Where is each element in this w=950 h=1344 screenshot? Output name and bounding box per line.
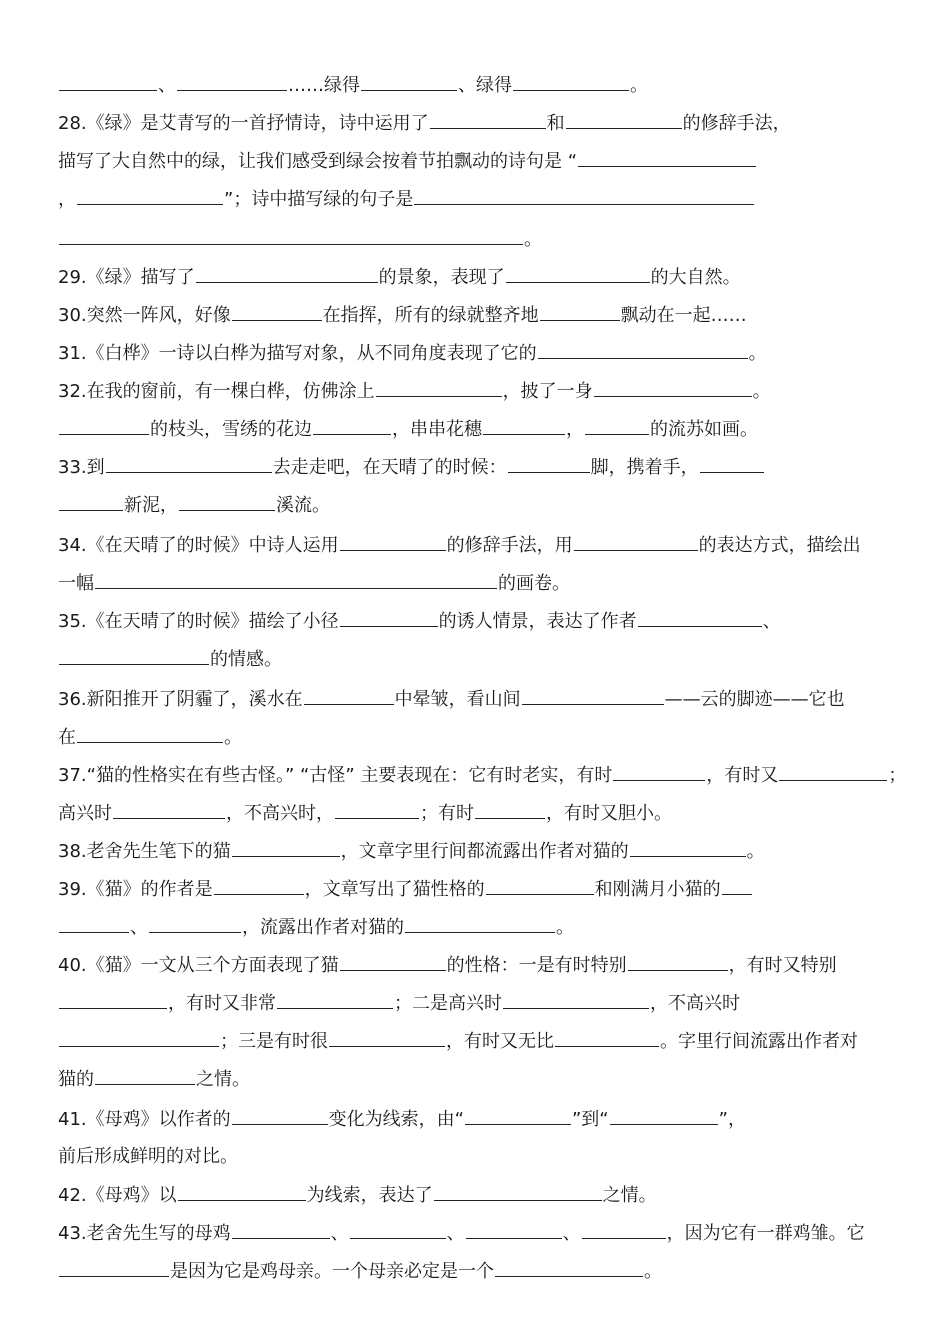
question-text: ……绿得 (288, 75, 360, 96)
answer-blank[interactable] (340, 530, 446, 551)
question-text: 、 (562, 1223, 581, 1244)
answer-blank[interactable] (506, 262, 650, 283)
answer-blank[interactable] (508, 452, 590, 473)
answer-blank[interactable] (59, 988, 167, 1009)
question-text: 、绿得 (458, 75, 512, 96)
question-text: 40.《猫》一文从三个方面表现了猫 (58, 955, 339, 976)
question-text: 。 (630, 75, 648, 96)
answer-blank[interactable] (304, 684, 394, 705)
question-text: 描写了大自然中的绿，让我们感受到绿会按着节拍飘动的诗句是 “ (58, 151, 578, 172)
answer-blank[interactable] (434, 1180, 602, 1201)
question-text: 新泥， (124, 495, 178, 516)
worksheet-line (58, 376, 910, 406)
answer-blank[interactable] (483, 414, 565, 435)
worksheet-line (58, 262, 910, 292)
question-text: 30.突然一阵风，好像 (58, 305, 231, 326)
answer-blank[interactable] (361, 70, 457, 91)
answer-blank[interactable] (77, 722, 223, 743)
question-text: 的表达方式，描绘出 (698, 535, 861, 556)
answer-blank[interactable] (522, 684, 664, 705)
worksheet-line (58, 836, 910, 866)
worksheet-line (58, 1142, 910, 1172)
worksheet-line (58, 530, 910, 560)
worksheet-line (58, 108, 910, 138)
answer-blank[interactable] (149, 912, 241, 933)
answer-blank[interactable] (59, 1256, 169, 1277)
worksheet-line (58, 300, 910, 330)
answer-blank[interactable] (540, 300, 620, 321)
worksheet-line (58, 568, 910, 598)
question-text: 脚，携着手， (590, 457, 699, 478)
question-text: 。 (556, 917, 574, 938)
question-text: 的情感。 (210, 649, 282, 670)
question-text: ——云的脚迹——它也 (664, 689, 845, 710)
question-text: 28.《绿》是艾青写的一首抒情诗，诗中运用了 (58, 113, 429, 134)
answer-blank[interactable] (232, 1104, 328, 1125)
answer-blank[interactable] (638, 606, 762, 627)
answer-blank[interactable] (566, 108, 682, 129)
answer-blank[interactable] (779, 760, 887, 781)
answer-blank[interactable] (340, 950, 446, 971)
question-text: 29.《绿》描写了 (58, 267, 195, 288)
answer-blank[interactable] (59, 1026, 219, 1047)
worksheet-line (58, 684, 910, 714)
question-text: 、 (446, 1223, 465, 1244)
worksheet-line (58, 1180, 910, 1210)
question-text: ，文章字里行间都流露出作者对猫的 (340, 841, 629, 862)
answer-blank[interactable] (405, 912, 555, 933)
answer-blank[interactable] (594, 376, 752, 397)
question-text: 在指挥，所有的绿就整齐地 (322, 305, 539, 326)
answer-blank[interactable] (466, 1218, 562, 1239)
question-text: ， (566, 419, 584, 440)
worksheet-line (58, 760, 910, 790)
question-text: ；二是高兴时 (394, 993, 502, 1014)
answer-blank[interactable] (503, 988, 649, 1009)
answer-blank[interactable] (59, 644, 209, 665)
question-text: 变化为线索，由“ (328, 1109, 464, 1130)
question-text: ，有时又非常 (168, 993, 276, 1014)
worksheet-line (58, 70, 910, 100)
worksheet-line (58, 988, 910, 1018)
question-text: 猫的 (58, 1069, 94, 1090)
question-text: 的画卷。 (498, 573, 570, 594)
answer-blank[interactable] (113, 798, 225, 819)
question-text: ，串串花穗 (392, 419, 482, 440)
question-text: 34.《在天晴了的时候》中诗人运用 (58, 535, 339, 556)
answer-blank[interactable] (177, 70, 287, 91)
worksheet-line (58, 1064, 910, 1094)
worksheet-line (58, 224, 910, 254)
question-text: 、 (330, 1223, 349, 1244)
question-text: ”， (718, 1109, 746, 1130)
question-text: 43.老舍先生写的母鸡 (58, 1223, 231, 1244)
question-text: 一幅 (58, 573, 94, 594)
question-text: 、 (158, 75, 176, 96)
answer-blank[interactable] (376, 376, 502, 397)
worksheet-line (58, 950, 910, 980)
question-text: 之情。 (196, 1069, 250, 1090)
worksheet-line (58, 452, 910, 482)
question-text: 的景象，表现了 (378, 267, 505, 288)
answer-blank[interactable] (414, 184, 754, 205)
answer-blank[interactable] (340, 606, 438, 627)
question-text: 是因为它是鸡母亲。一个母亲必定是一个 (170, 1261, 494, 1282)
answer-blank[interactable] (578, 146, 756, 167)
worksheet-line (58, 722, 910, 752)
question-text: 36.新阳推开了阴霾了，溪水在 (58, 689, 303, 710)
question-text: 的枝头，雪绣的花边 (150, 419, 312, 440)
answer-blank[interactable] (77, 184, 223, 205)
question-text: ，不高兴时， (226, 803, 334, 824)
question-text: ”；诗中描写绿的句子是 (224, 189, 414, 210)
question-text: 在 (58, 727, 76, 748)
answer-blank[interactable] (495, 1256, 643, 1277)
question-text: 去走走吧，在天晴了的时候： (272, 457, 507, 478)
answer-blank[interactable] (106, 452, 272, 473)
answer-blank[interactable] (59, 414, 149, 435)
question-text: 32.在我的窗前，有一棵白桦，仿佛涂上 (58, 381, 375, 402)
question-text: 飘动在一起…… (620, 305, 747, 326)
answer-blank[interactable] (628, 950, 728, 971)
question-text: ；有时 (420, 803, 474, 824)
question-text: ，有时又 (706, 765, 779, 786)
answer-blank[interactable] (700, 452, 764, 473)
question-text: ，有时又无比 (446, 1031, 554, 1052)
question-text: 高兴时 (58, 803, 112, 824)
question-text: 为线索，表达了 (306, 1185, 433, 1206)
question-text: 。 (524, 229, 542, 250)
answer-blank[interactable] (585, 414, 649, 435)
question-text: 。 (644, 1261, 662, 1282)
question-text: 的流苏如画。 (650, 419, 758, 440)
worksheet-line (58, 1256, 910, 1286)
question-text: 的大自然。 (650, 267, 741, 288)
question-text: ，文章写出了猫性格的 (304, 879, 485, 900)
question-text: 41.《母鸡》以作者的 (58, 1109, 231, 1130)
answer-blank[interactable] (214, 874, 304, 895)
worksheet-line (58, 912, 910, 942)
answer-blank[interactable] (179, 490, 275, 511)
question-text: ，不高兴时 (650, 993, 740, 1014)
worksheet-line (58, 338, 910, 368)
question-text: 的诱人情景，表达了作者 (438, 611, 637, 632)
question-text: ， (58, 189, 76, 210)
answer-blank[interactable] (59, 912, 129, 933)
answer-blank[interactable] (538, 338, 748, 359)
question-text: 前后形成鲜明的对比。 (58, 1146, 238, 1167)
answer-blank[interactable] (59, 224, 523, 245)
question-text: 、 (762, 611, 781, 632)
question-text: ；三是有时很 (220, 1031, 328, 1052)
question-text: 的性格：一是有时特别 (446, 955, 627, 976)
question-text: 。字里行间流露出作者对 (660, 1031, 858, 1052)
answer-blank[interactable] (610, 1104, 718, 1125)
answer-blank[interactable] (178, 1180, 306, 1201)
answer-blank[interactable] (59, 70, 157, 91)
question-text: 。 (748, 343, 767, 364)
question-text: 37.“猫的性格实在有些古怪。” “古怪” 主要表现在：它有时老实，有时 (58, 765, 613, 786)
answer-blank[interactable] (465, 1104, 571, 1125)
answer-blank[interactable] (430, 108, 546, 129)
question-text: 的修辞手法，用 (446, 535, 573, 556)
worksheet-line (58, 644, 910, 674)
question-text: 42.《母鸡》以 (58, 1185, 177, 1206)
question-text: 33.到 (58, 457, 105, 478)
question-text: 的修辞手法， (682, 113, 791, 134)
answer-blank[interactable] (95, 568, 497, 589)
answer-blank[interactable] (232, 1218, 330, 1239)
answer-blank[interactable] (277, 988, 393, 1009)
answer-blank[interactable] (574, 530, 698, 551)
answer-blank[interactable] (232, 300, 322, 321)
worksheet-line (58, 798, 910, 828)
answer-blank[interactable] (475, 798, 545, 819)
worksheet-line (58, 184, 910, 214)
worksheet-line (58, 1104, 910, 1134)
answer-blank[interactable] (582, 1218, 666, 1239)
question-text: 溪流。 (276, 495, 330, 516)
answer-blank[interactable] (630, 836, 746, 857)
answer-blank[interactable] (555, 1026, 659, 1047)
worksheet-line (58, 414, 910, 444)
question-text: 中晕皱，看山间 (394, 689, 521, 710)
worksheet-line (58, 490, 910, 520)
question-text: 35.《在天晴了的时候》描绘了小径 (58, 611, 339, 632)
question-text: 。 (746, 841, 765, 862)
answer-blank[interactable] (513, 70, 629, 91)
answer-blank[interactable] (722, 874, 752, 895)
worksheet-line (58, 146, 910, 176)
answer-blank[interactable] (313, 414, 391, 435)
question-text: ，有时又特别 (728, 955, 837, 976)
answer-blank[interactable] (335, 798, 419, 819)
question-text: ”到“ (571, 1109, 609, 1130)
question-text: ，流露出作者对猫的 (242, 917, 404, 938)
answer-blank[interactable] (59, 490, 123, 511)
question-text: 和 (546, 113, 565, 134)
question-text: ，有时又胆小。 (546, 803, 672, 824)
worksheet-line (58, 1026, 910, 1056)
answer-blank[interactable] (613, 760, 705, 781)
question-text: 39.《猫》的作者是 (58, 879, 213, 900)
worksheet-line (58, 874, 910, 904)
question-text: 和刚满月小猫的 (594, 879, 721, 900)
question-text: 之情。 (602, 1185, 657, 1206)
worksheet-line (58, 606, 910, 636)
worksheet-line (58, 1218, 910, 1248)
question-text: 。 (752, 381, 771, 402)
question-text: 38.老舍先生笔下的猫 (58, 841, 231, 862)
question-text: 。 (224, 727, 242, 748)
answer-blank[interactable] (329, 1026, 445, 1047)
question-text: ，因为它有一群鸡雏。它 (666, 1223, 865, 1244)
answer-blank[interactable] (232, 836, 340, 857)
answer-blank[interactable] (196, 262, 378, 283)
question-text: 、 (130, 917, 148, 938)
question-text: 31.《白桦》一诗以白桦为描写对象，从不同角度表现了它的 (58, 343, 537, 364)
question-text: ； (888, 765, 907, 786)
answer-blank[interactable] (486, 874, 594, 895)
answer-blank[interactable] (350, 1218, 446, 1239)
answer-blank[interactable] (95, 1064, 195, 1085)
question-text: ，披了一身 (502, 381, 593, 402)
